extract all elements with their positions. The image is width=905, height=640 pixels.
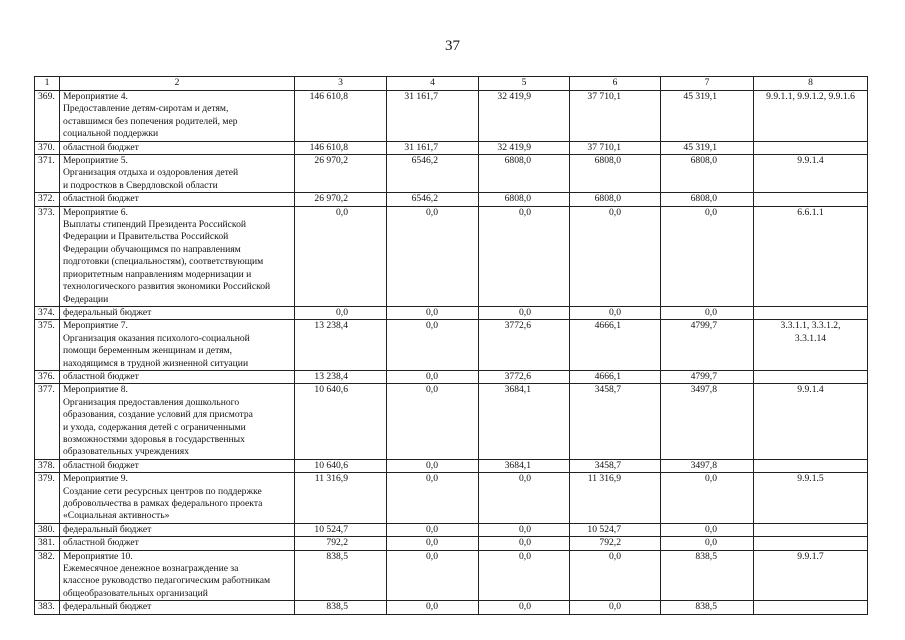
- amount-cell: [479, 320, 570, 371]
- amount-value: 146 610,8: [309, 141, 348, 153]
- row-name-line: Организация оказания психолого-социальной: [63, 332, 250, 344]
- amount-cell: [479, 473, 570, 524]
- amount-value: 0,0: [705, 523, 717, 535]
- row-number: 382.: [35, 550, 60, 601]
- row-name-line: Мероприятие 7.: [63, 320, 128, 332]
- amount-cell: [570, 537, 661, 550]
- row-name-line: Мероприятие 4.: [63, 91, 128, 102]
- amount-value: 4666,1: [594, 320, 621, 332]
- row-name-line: добровольчества в рамках федерального проекта: [63, 498, 263, 509]
- amount-cell: [661, 370, 754, 383]
- row-number: 372.: [35, 193, 60, 206]
- row-name-line: Федерации и Правительства Российской: [63, 231, 229, 243]
- amount-value: 3458,7: [594, 384, 621, 396]
- column-header: 7: [661, 77, 754, 91]
- amount-cell: [387, 370, 479, 383]
- table-row: [35, 550, 868, 601]
- amount-value: 4799,7: [690, 320, 717, 332]
- amount-value: 6808,0: [594, 193, 621, 205]
- table-row: [35, 155, 868, 193]
- amount-value: 0,0: [609, 206, 621, 218]
- amount-cell: [570, 193, 661, 206]
- amount-value: 792,2: [326, 537, 348, 549]
- table-row: [35, 601, 868, 614]
- row-name-line: федеральный бюджет: [63, 523, 152, 535]
- row-name: [60, 320, 295, 371]
- amount-value: 3458,7: [594, 459, 621, 471]
- row-name: [60, 306, 295, 319]
- row-name-line: Федерации обучающимся по направлениям: [63, 243, 241, 255]
- amount-cell: [661, 306, 754, 319]
- row-number: 374.: [35, 306, 60, 319]
- indicator-codes: 9.9.1.1, 9.9.1.2, 9.9.1.6: [754, 91, 868, 142]
- column-header: 6: [570, 77, 661, 91]
- indicator-codes: [754, 141, 868, 154]
- amount-cell: [570, 306, 661, 319]
- amount-cell: [387, 206, 479, 306]
- row-name-line: находящимся в трудной жизненной ситуации: [63, 357, 249, 369]
- row-name-line: классное руководство педагогическим работникам: [63, 575, 271, 587]
- row-number: 377.: [35, 384, 60, 459]
- amount-cell: [479, 459, 570, 472]
- row-name-line: Создание сети ресурсных центров по поддержке: [63, 485, 262, 497]
- indicator-codes: [754, 193, 868, 206]
- table-row: [35, 141, 868, 154]
- amount-cell: [661, 384, 754, 459]
- amount-value: 0,0: [426, 206, 438, 218]
- amount-cell: [387, 601, 479, 614]
- row-name: [60, 601, 295, 614]
- amount-cell: [661, 155, 754, 193]
- amount-cell: [479, 91, 570, 142]
- amount-cell: [570, 91, 661, 142]
- row-name-line: Организация отдыха и оздоровления детей: [63, 167, 239, 179]
- column-header: 3: [295, 77, 387, 91]
- row-number: 373.: [35, 206, 60, 306]
- amount-cell: [295, 141, 387, 154]
- amount-cell: [295, 601, 387, 614]
- amount-value: 31 161,7: [404, 141, 438, 153]
- amount-value: 10 640,6: [314, 384, 348, 396]
- row-name: [60, 384, 295, 459]
- amount-cell: [387, 155, 479, 193]
- indicator-codes: 9.9.1.5: [754, 473, 868, 524]
- row-name-line: Федерации: [63, 293, 109, 305]
- amount-cell: [570, 384, 661, 459]
- indicator-codes: [754, 537, 868, 550]
- amount-cell: [479, 537, 570, 550]
- amount-value: 0,0: [519, 550, 531, 562]
- indicator-codes: [754, 601, 868, 614]
- row-name-line: общеобразовательных организаций: [63, 587, 208, 599]
- table-row: [35, 473, 868, 524]
- amount-cell: [479, 306, 570, 319]
- amount-cell: [387, 320, 479, 371]
- amount-cell: [661, 537, 754, 550]
- row-name-line: и подростков в Свердловской области: [63, 179, 218, 191]
- row-name-line: «Социальная активность»: [63, 510, 170, 522]
- row-name: [60, 537, 295, 550]
- amount-cell: [661, 91, 754, 142]
- amount-value: 37 710,1: [587, 91, 621, 102]
- amount-value: 0,0: [519, 473, 531, 485]
- amount-cell: [661, 320, 754, 371]
- amount-cell: [570, 473, 661, 524]
- amount-value: 0,0: [426, 384, 438, 396]
- table-header-row: [35, 77, 868, 91]
- amount-cell: [661, 193, 754, 206]
- amount-value: 0,0: [426, 550, 438, 562]
- amount-value: 838,5: [695, 550, 717, 562]
- amount-value: 838,5: [695, 601, 717, 613]
- amount-cell: [295, 91, 387, 142]
- amount-cell: [479, 384, 570, 459]
- amount-value: 0,0: [705, 306, 717, 318]
- column-header: 2: [60, 77, 295, 91]
- row-name-line: социальной поддержки: [63, 128, 159, 140]
- amount-value: 0,0: [426, 537, 438, 549]
- row-number: 369.: [35, 91, 60, 142]
- amount-value: 3497,8: [690, 384, 717, 396]
- row-name: [60, 459, 295, 472]
- amount-cell: [295, 306, 387, 319]
- indicator-codes: [754, 523, 868, 536]
- amount-value: 792,2: [599, 537, 621, 549]
- amount-cell: [387, 523, 479, 536]
- amount-value: 4666,1: [594, 370, 621, 382]
- amount-value: 0,0: [519, 537, 531, 549]
- row-name-line: областной бюджет: [63, 141, 139, 153]
- amount-value: 6808,0: [594, 155, 621, 167]
- row-name-line: приоритетным направлениям модернизации и: [63, 268, 252, 280]
- amount-value: 6546,2: [411, 193, 438, 205]
- table-row: [35, 537, 868, 550]
- row-name: [60, 141, 295, 154]
- amount-value: 0,0: [705, 206, 717, 218]
- amount-cell: [295, 384, 387, 459]
- amount-value: 13 238,4: [314, 320, 348, 332]
- table-row: [35, 384, 868, 459]
- amount-value: 45 319,1: [683, 91, 717, 102]
- amount-cell: [387, 141, 479, 154]
- amount-cell: [387, 193, 479, 206]
- amount-cell: [479, 141, 570, 154]
- amount-cell: [661, 459, 754, 472]
- amount-value: 0,0: [519, 601, 531, 613]
- amount-cell: [570, 370, 661, 383]
- amount-value: 6808,0: [690, 155, 717, 167]
- amount-value: 0,0: [426, 601, 438, 613]
- amount-value: 6808,0: [504, 193, 531, 205]
- row-name: [60, 91, 295, 142]
- amount-value: 0,0: [426, 523, 438, 535]
- row-number: 378.: [35, 459, 60, 472]
- amount-value: 838,5: [326, 601, 348, 613]
- amount-value: 0,0: [519, 523, 531, 535]
- table-row: [35, 91, 868, 142]
- table-row: [35, 206, 868, 306]
- amount-value: 0,0: [519, 206, 531, 218]
- amount-cell: [661, 206, 754, 306]
- amount-value: 6808,0: [690, 193, 717, 205]
- amount-value: 45 319,1: [683, 141, 717, 153]
- indicator-codes: [754, 459, 868, 472]
- amount-cell: [661, 550, 754, 601]
- amount-cell: [479, 155, 570, 193]
- amount-value: 0,0: [426, 306, 438, 318]
- amount-cell: [570, 523, 661, 536]
- row-name-line: Выплаты стипендий Президента Российской: [63, 219, 247, 231]
- row-name-line: оставшимся без попечения родителей, мер: [63, 115, 238, 127]
- table-row: [35, 523, 868, 536]
- amount-cell: [295, 537, 387, 550]
- amount-cell: [387, 306, 479, 319]
- amount-value: 0,0: [336, 206, 348, 218]
- amount-cell: [661, 141, 754, 154]
- amount-cell: [479, 370, 570, 383]
- row-name: [60, 370, 295, 383]
- amount-cell: [387, 384, 479, 459]
- amount-value: 0,0: [609, 601, 621, 613]
- amount-value: 4799,7: [690, 370, 717, 382]
- amount-cell: [295, 370, 387, 383]
- indicator-codes: [754, 370, 868, 383]
- amount-value: 32 419,9: [497, 141, 531, 153]
- amount-value: 0,0: [426, 370, 438, 382]
- row-name: [60, 155, 295, 193]
- amount-cell: [570, 206, 661, 306]
- row-name-line: технологического развития экономики Российской: [63, 281, 271, 293]
- amount-value: 37 710,1: [587, 141, 621, 153]
- column-header: 4: [387, 77, 479, 91]
- indicator-codes: [754, 306, 868, 319]
- amount-cell: [479, 193, 570, 206]
- column-header: 1: [35, 77, 60, 91]
- amount-cell: [661, 601, 754, 614]
- row-number: 376.: [35, 370, 60, 383]
- row-name-line: Мероприятие 8.: [63, 384, 128, 396]
- amount-cell: [387, 91, 479, 142]
- amount-value: 26 970,2: [314, 193, 348, 205]
- row-number: 370.: [35, 141, 60, 154]
- amount-cell: [295, 320, 387, 371]
- indicator-codes: 9.9.1.4: [754, 155, 868, 193]
- amount-value: 26 970,2: [314, 155, 348, 167]
- amount-value: 0,0: [609, 306, 621, 318]
- amount-value: 3772,6: [504, 370, 531, 382]
- column-header: 8: [754, 77, 868, 91]
- amount-value: 0,0: [519, 306, 531, 318]
- amount-value: 0,0: [426, 320, 438, 332]
- amount-value: 0,0: [705, 537, 717, 549]
- row-name-line: областной бюджет: [63, 537, 139, 549]
- row-name-line: Мероприятие 10.: [63, 550, 133, 562]
- row-name-line: Мероприятие 6.: [63, 206, 128, 218]
- row-name-line: Предоставление детям-сиротам и детям,: [63, 103, 229, 115]
- page-number: 37: [445, 38, 460, 54]
- amount-cell: [570, 141, 661, 154]
- amount-cell: [295, 155, 387, 193]
- amount-value: 838,5: [326, 550, 348, 562]
- row-number: 371.: [35, 155, 60, 193]
- table-row: [35, 370, 868, 383]
- amount-value: 3684,1: [504, 384, 531, 396]
- amount-value: 0,0: [426, 459, 438, 471]
- row-name-line: возможностями здоровья в государственных: [63, 433, 245, 445]
- amount-cell: [387, 537, 479, 550]
- amount-value: 0,0: [609, 550, 621, 562]
- amount-cell: [387, 473, 479, 524]
- amount-value: 13 238,4: [314, 370, 348, 382]
- row-name-line: областной бюджет: [63, 459, 139, 471]
- row-name-line: Организация предоставления дошкольного: [63, 396, 240, 408]
- row-name-line: подготовки (специальностям), соответствующим: [63, 256, 264, 268]
- table-row: [35, 306, 868, 319]
- amount-value: 146 610,8: [309, 91, 348, 102]
- amount-value: 6546,2: [411, 155, 438, 167]
- amount-cell: [570, 550, 661, 601]
- indicator-codes: 3.3.1.1, 3.3.1.2, 3.3.1.14: [754, 320, 868, 371]
- indicator-codes: 6.6.1.1: [754, 206, 868, 306]
- row-name-line: областной бюджет: [63, 193, 139, 205]
- row-number: 383.: [35, 601, 60, 614]
- amount-value: 3497,8: [690, 459, 717, 471]
- amount-value: 10 524,7: [314, 523, 348, 535]
- row-name: [60, 193, 295, 206]
- row-name-line: Мероприятие 9.: [63, 473, 128, 485]
- amount-cell: [295, 206, 387, 306]
- amount-value: 6808,0: [504, 155, 531, 167]
- amount-cell: [387, 550, 479, 601]
- amount-value: 32 419,9: [497, 91, 531, 102]
- row-number: 379.: [35, 473, 60, 524]
- row-name: [60, 206, 295, 306]
- row-number: 381.: [35, 537, 60, 550]
- amount-cell: [479, 523, 570, 536]
- amount-cell: [570, 459, 661, 472]
- table-row: [35, 320, 868, 371]
- amount-cell: [661, 523, 754, 536]
- column-header: 5: [479, 77, 570, 91]
- row-name: [60, 473, 295, 524]
- amount-value: 11 316,9: [587, 473, 621, 485]
- amount-cell: [479, 550, 570, 601]
- row-name-line: Мероприятие 5.: [63, 155, 128, 167]
- row-name: [60, 523, 295, 536]
- row-name-line: образования, создание условий для присмотра: [63, 409, 253, 421]
- budget-table: [34, 76, 868, 615]
- amount-cell: [570, 601, 661, 614]
- amount-cell: [661, 473, 754, 524]
- amount-cell: [295, 550, 387, 601]
- indicator-codes: 9.9.1.4: [754, 384, 868, 459]
- amount-cell: [295, 523, 387, 536]
- amount-cell: [387, 459, 479, 472]
- amount-value: 10 640,6: [314, 459, 348, 471]
- amount-value: 0,0: [705, 473, 717, 485]
- row-name-line: областной бюджет: [63, 370, 139, 382]
- row-name-line: Ежемесячное денежное вознаграждение за: [63, 563, 239, 575]
- row-name-line: федеральный бюджет: [63, 306, 152, 318]
- amount-value: 0,0: [336, 306, 348, 318]
- row-name-line: и ухода, содержания детей с ограниченными: [63, 421, 246, 433]
- amount-value: 11 316,9: [314, 473, 348, 485]
- indicator-codes: 9.9.1.7: [754, 550, 868, 601]
- table-row: [35, 193, 868, 206]
- row-number: 380.: [35, 523, 60, 536]
- amount-value: 31 161,7: [404, 91, 438, 102]
- row-name-line: помощи беременным женщинам и детям,: [63, 345, 233, 357]
- amount-value: 0,0: [426, 473, 438, 485]
- row-name-line: федеральный бюджет: [63, 601, 152, 613]
- amount-cell: [570, 320, 661, 371]
- amount-value: 3684,1: [504, 459, 531, 471]
- amount-cell: [295, 193, 387, 206]
- amount-value: 10 524,7: [587, 523, 621, 535]
- table-row: [35, 459, 868, 472]
- amount-cell: [479, 206, 570, 306]
- row-number: 375.: [35, 320, 60, 371]
- row-name: [60, 550, 295, 601]
- amount-value: 3772,6: [504, 320, 531, 332]
- amount-cell: [479, 601, 570, 614]
- amount-cell: [295, 459, 387, 472]
- amount-cell: [570, 155, 661, 193]
- amount-cell: [295, 473, 387, 524]
- row-name-line: образовательных учреждениях: [63, 446, 189, 458]
